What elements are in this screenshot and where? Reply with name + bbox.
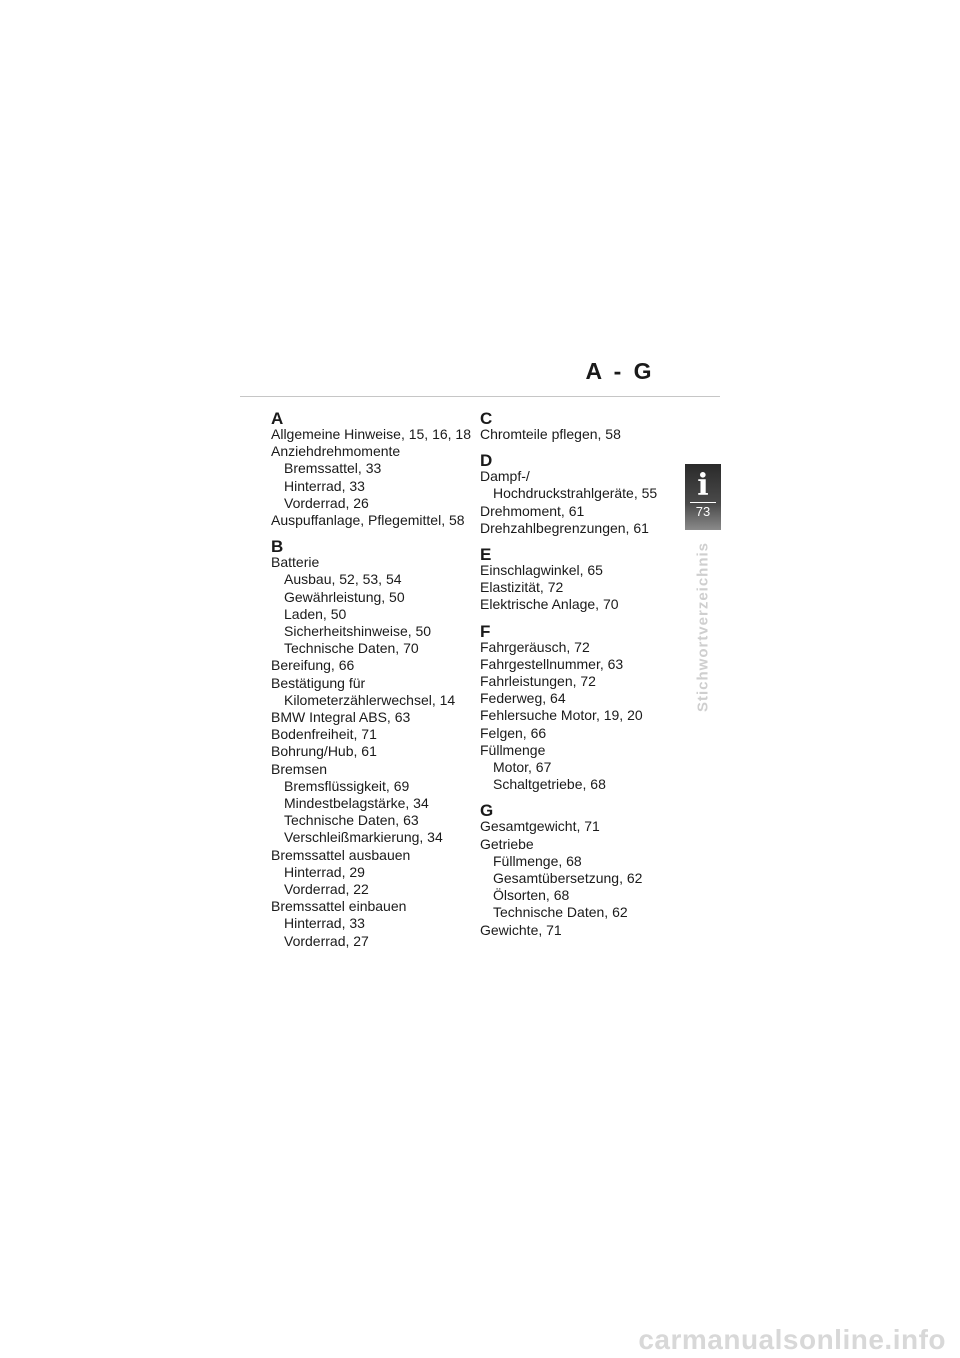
index-entry: Dampf-/	[480, 468, 530, 485]
index-entry: Bremsen	[271, 760, 328, 777]
index-entry: Bestätigung für	[271, 674, 366, 691]
index-subentry: Füllmenge, 68	[493, 852, 582, 869]
index-range-title: A - G	[585, 358, 655, 384]
index-entry: Anziehdrehmomente	[271, 443, 401, 460]
index-entry: Gesamtgewicht, 71	[480, 818, 600, 835]
index-subentry: Hinterrad, 33	[284, 915, 365, 932]
index-entry: Fahrgestellnummer, 63	[480, 655, 624, 672]
index-section-g	[480, 802, 680, 938]
section-letter: F	[480, 621, 491, 641]
index-entry: Elektrische Anlage, 70	[480, 596, 619, 613]
index-subentry: Verschleißmarkierung, 34	[284, 829, 443, 846]
index-section-d	[480, 452, 680, 537]
section-side-label: Stichwortverzeichnis	[694, 541, 712, 713]
index-entry: Fahrgeräusch, 72	[480, 638, 590, 655]
index-subentry: Ölsorten, 68	[493, 887, 570, 904]
index-entry: Bremssattel ausbauen	[271, 846, 411, 863]
section-letter: B	[271, 537, 284, 557]
index-entry: Bremssattel einbauen	[271, 898, 407, 915]
index-entry: Federweg, 64	[480, 690, 566, 707]
index-section-b	[271, 538, 471, 950]
index-entry: Drehmoment, 61	[480, 502, 585, 519]
watermark-text: carmanualsonline.info	[638, 1324, 946, 1355]
index-entry: Auspuffanlage, Pflegemittel, 58	[271, 512, 465, 529]
index-subentry: Bremssattel, 33	[284, 460, 382, 477]
index-column-right	[480, 410, 680, 948]
index-entry: Bohrung/Hub, 61	[271, 743, 377, 760]
section-letter: A	[271, 409, 284, 428]
index-entry: BMW Integral ABS, 63	[271, 709, 411, 726]
index-entry: Chromteile pflegen, 58	[480, 426, 621, 442]
index-subentry: Vorderrad, 22	[284, 881, 369, 898]
index-subentry: Sicherheitshinweise, 50	[284, 623, 432, 640]
index-subentry: Laden, 50	[284, 605, 347, 622]
section-letter: C	[480, 409, 493, 428]
index-entry: Füllmenge	[480, 741, 546, 758]
index-entry: Fehlersuche Motor, 19, 20	[480, 707, 643, 724]
index-entry: Gewichte, 71	[480, 921, 562, 938]
index-subentry: Gesamtübersetzung, 62	[493, 870, 643, 887]
index-section-a	[271, 410, 471, 529]
index-subentry: Schaltgetriebe, 68	[493, 776, 606, 793]
page-number: 73	[695, 504, 711, 519]
index-subentry: Motor, 67	[493, 759, 552, 776]
index-subentry: Hinterrad, 33	[284, 477, 365, 494]
index-entry: Batterie	[271, 554, 320, 571]
index-section-f	[480, 623, 680, 794]
section-letter: E	[480, 545, 492, 565]
section-letter: G	[480, 801, 494, 821]
section-letter: D	[480, 451, 493, 471]
index-subentry: Technische Daten, 63	[284, 812, 419, 829]
index-section-c	[480, 410, 680, 443]
index-entry: Getriebe	[480, 835, 534, 852]
index-subentry: Vorderrad, 27	[284, 932, 369, 949]
index-section-e	[480, 546, 680, 614]
index-entry: Bodenfreiheit, 71	[271, 726, 377, 743]
index-subentry: Gewährleistung, 50	[284, 588, 405, 605]
header-divider	[240, 396, 720, 397]
index-subentry: Hinterrad, 29	[284, 863, 365, 880]
index-entry: Einschlagwinkel, 65	[480, 562, 603, 579]
index-subentry: Kilometerzählerwechsel, 14	[284, 691, 456, 708]
chapter-tab	[685, 464, 721, 530]
index-entry: Bereifung, 66	[271, 657, 355, 674]
index-entry: Fahrleistungen, 72	[480, 673, 596, 690]
info-icon: i	[697, 468, 709, 503]
index-entry: Elastizität, 72	[480, 579, 564, 596]
index-subentry: Vorderrad, 26	[284, 494, 369, 511]
index-subentry: Ausbau, 52, 53, 54	[284, 571, 402, 588]
index-column-left	[271, 410, 471, 959]
index-entry: Allgemeine Hinweise, 15, 16, 18	[271, 426, 472, 442]
index-subentry: Technische Daten, 62	[493, 904, 628, 921]
index-subentry: Hochdruckstrahlgeräte, 55	[493, 485, 658, 502]
index-entry: Drehzahlbegrenzungen, 61	[480, 519, 649, 536]
index-subentry: Mindestbelagstärke, 34	[284, 795, 429, 812]
index-subentry: Technische Daten, 70	[284, 640, 419, 657]
index-subentry: Bremsflüssigkeit, 69	[284, 777, 410, 794]
index-entry: Felgen, 66	[480, 724, 547, 741]
